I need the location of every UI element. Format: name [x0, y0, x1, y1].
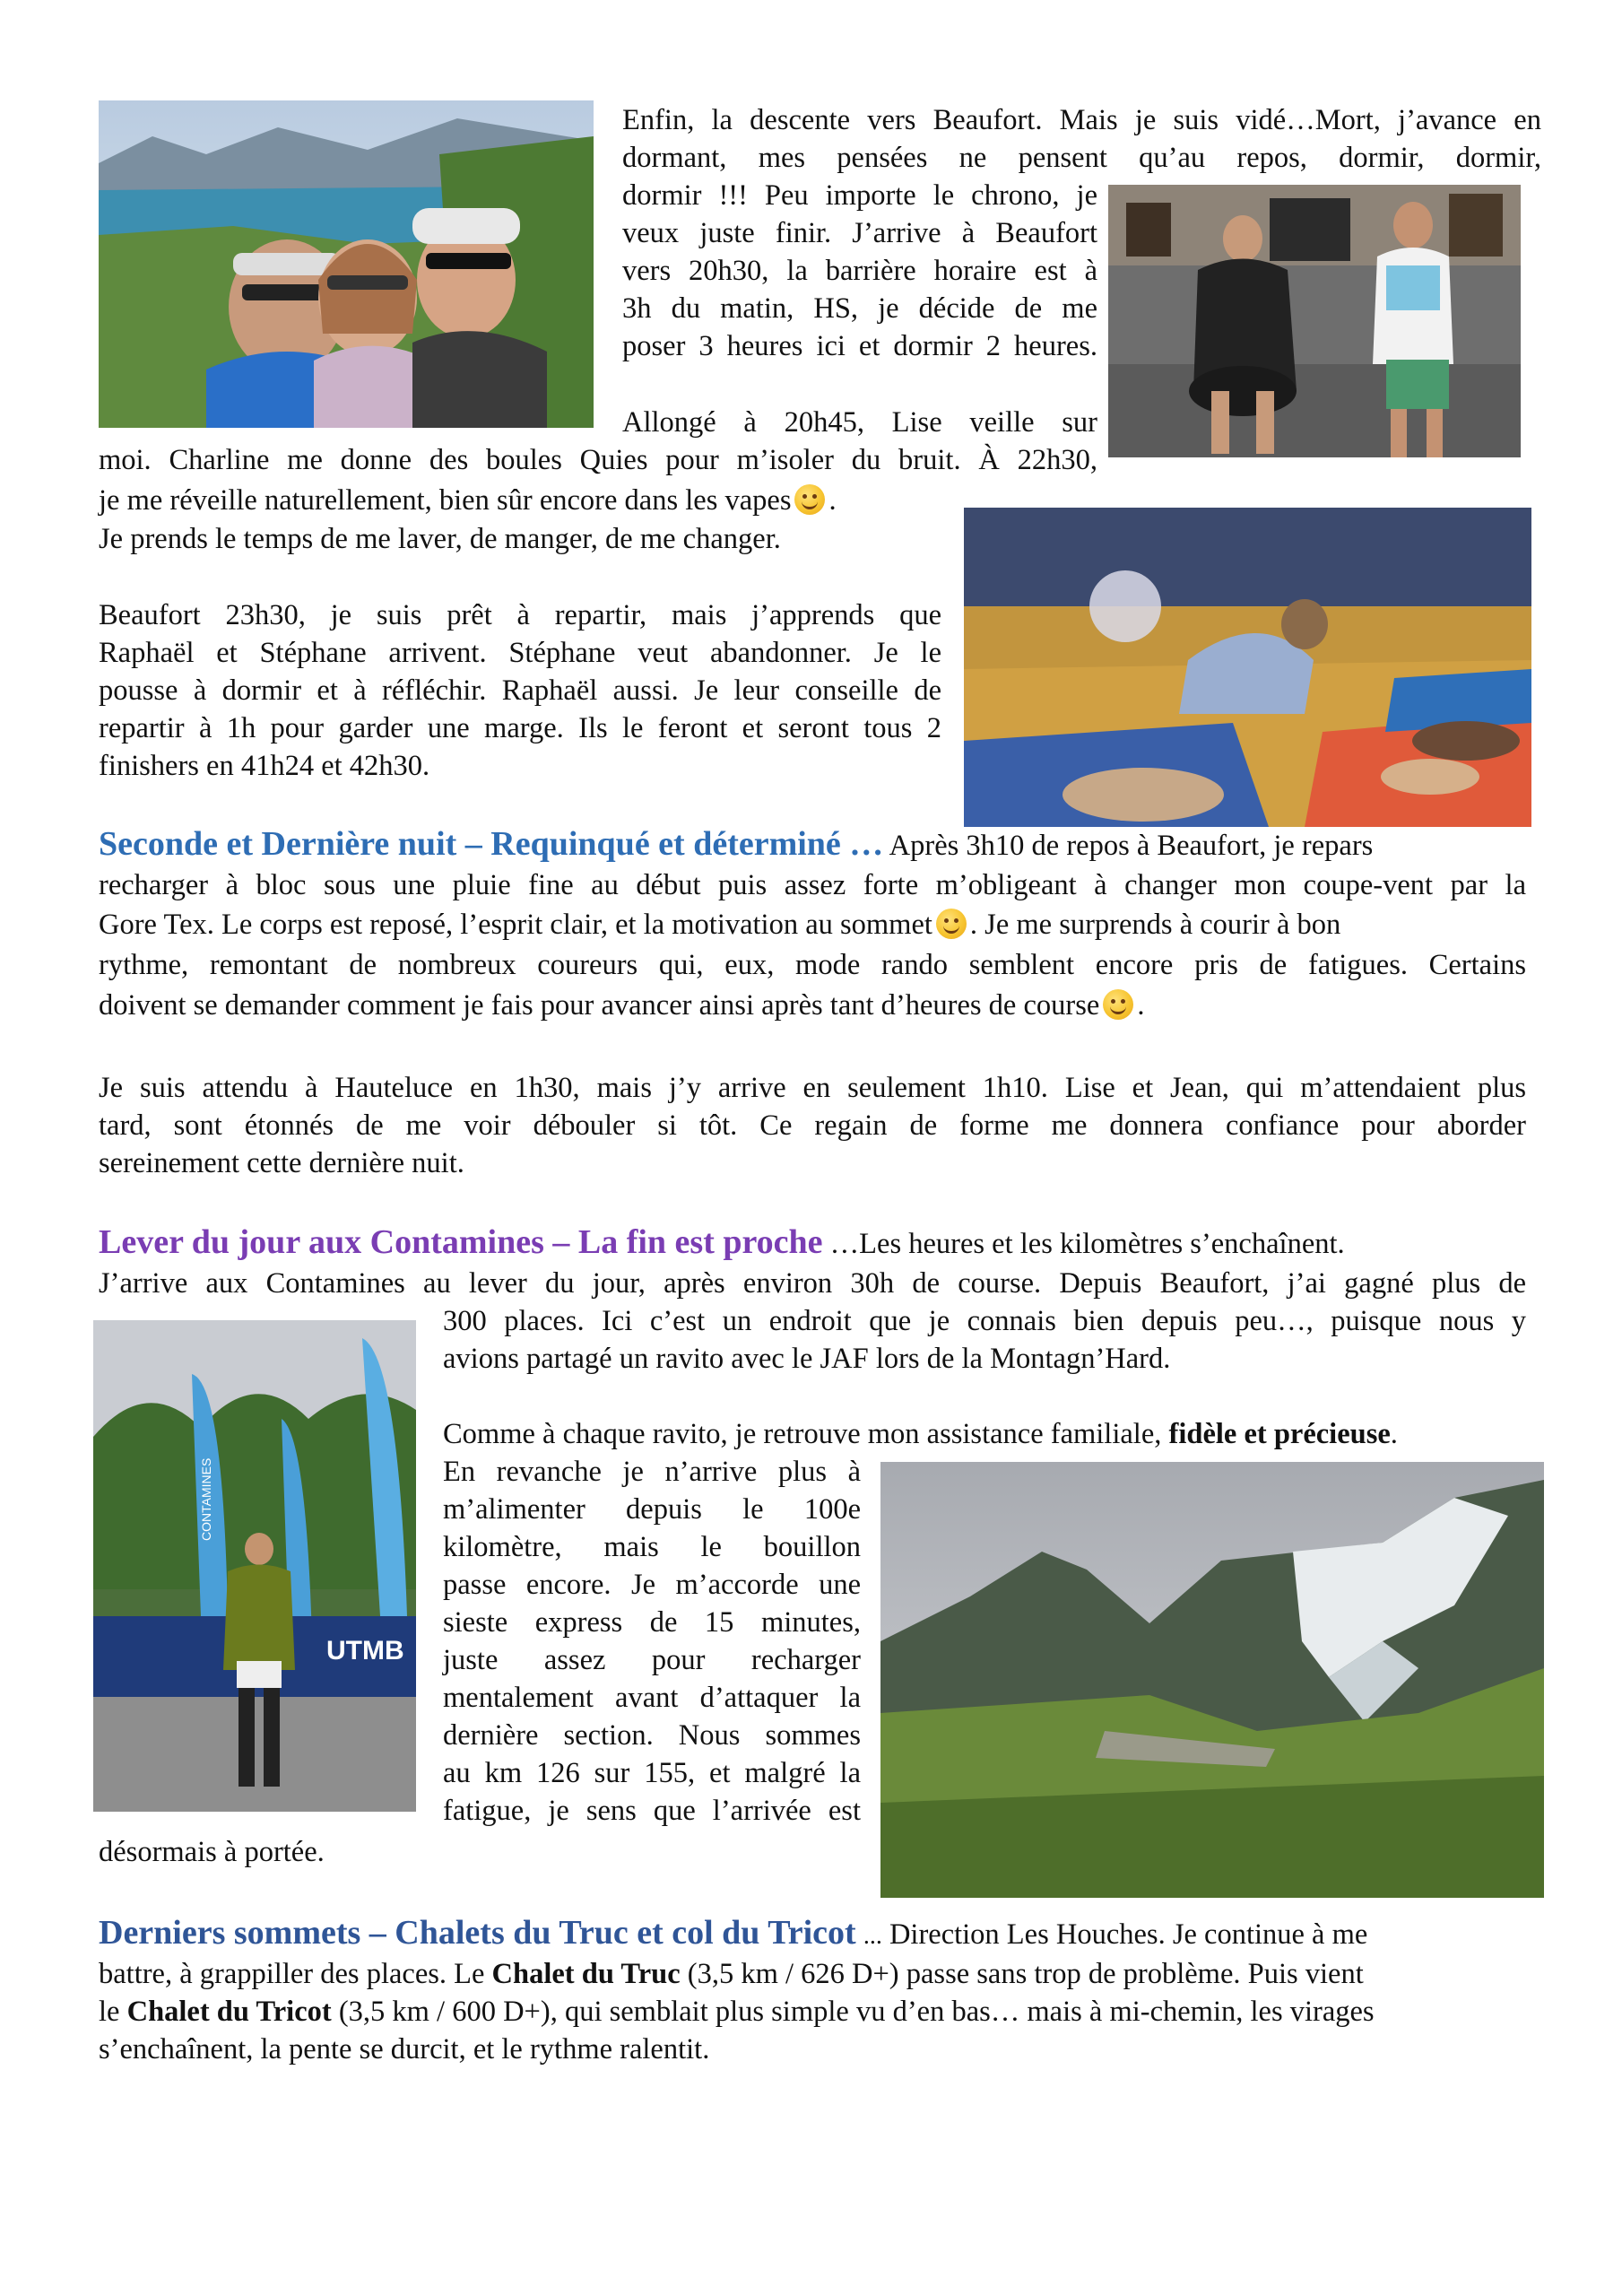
section1-line4: rythme, remontant de nombreux coureurs qui, eux, mode rando semblent encore pris de fatigues. Certains [99, 949, 1526, 981]
beaufort-arrival-photo [1108, 185, 1521, 457]
para7-line1: Comme à chaque ravito, je retrouve mon assistance familiale, fidèle et précieuse. [443, 1418, 1398, 1450]
para5-line2: tard, sont étonnés de me voir débouler si tôt. Ce regain de forme me donnera confiance pour aborder [99, 1109, 1526, 1142]
section1-line5: doivent se demander comment je fais pour avancer ainsi après tant d’heures de course . [99, 989, 1145, 1022]
gym-rest-photo [964, 508, 1531, 827]
section1-heading: Seconde et Dernière nuit – Requinqué et déterminé … [99, 825, 884, 863]
section3-line2: battre, à grappiller des places. Le Chalet du Truc (3,5 km / 626 D+) passe sans trop de problème. Puis vient [99, 1958, 1364, 1990]
para1-line2: dormant, mes pensées ne pensent qu’au repos, dormir, dormir, [622, 142, 1541, 174]
para3-line2: Raphaël et Stéphane arrivent. Stéphane veut abandonner. Je le [99, 637, 941, 669]
para1-line6: 3h du matin, HS, je décide de me [622, 292, 1097, 325]
para3-line3: pousse à dormir et à réfléchir. Raphaël aussi. Je leur conseille de [99, 674, 941, 707]
winking-face-icon [936, 909, 967, 939]
para3-line5: finishers en 41h24 et 42h30. [99, 750, 430, 782]
para7-line3: m’alimenter depuis le 100e [443, 1493, 861, 1526]
selfie-lake-photo [99, 100, 594, 428]
para7-line5: passe encore. Je m’accorde une [443, 1569, 861, 1601]
utmb-banner-text: UTMB [326, 1636, 404, 1665]
section2-line2: J’arrive aux Contamines au lever du jour, après environ 30h de course. Depuis Beaufort, j’ai gagné plus de [99, 1267, 1526, 1300]
para5-line3: sereinement cette dernière nuit. [99, 1147, 464, 1179]
section2-heading: Lever du jour aux Contamines – La fin est proche [99, 1223, 823, 1261]
smiling-face-icon-2 [1103, 989, 1133, 1020]
contamines-banner-text: CONTAMINES [199, 1457, 213, 1542]
para7-line4: kilomètre, mais le bouillon [443, 1531, 861, 1563]
para7-line6: sieste express de 15 minutes, [443, 1606, 861, 1639]
glacier-landscape-photo [880, 1462, 1544, 1898]
para1-line5: vers 20h30, la barrière horaire est à [622, 255, 1097, 287]
para1-line4: veux juste finir. J’arrive à Beaufort [622, 217, 1097, 249]
para7-line2: En revanche je n’arrive plus à [443, 1456, 861, 1488]
para7-line12: désormais à portée. [99, 1836, 325, 1868]
para5-line1: Je suis attendu à Hauteluce en 1h30, mais j’y arrive en seulement 1h10. Lise et Jean, qui m’attendaient plus [99, 1072, 1526, 1104]
section3-line3: le Chalet du Tricot (3,5 km / 600 D+), qui semblait plus simple vu d’en bas… mais à mi-chemin, les virages [99, 1996, 1375, 2028]
section2-line1: Lever du jour aux Contamines – La fin est proche …Les heures et les kilomètres s’enchaînent. [99, 1223, 1345, 1261]
section2-line4: avions partagé un ravito avec le JAF lors de la Montagn’Hard. [443, 1343, 1171, 1375]
section1-line3: Gore Tex. Le corps est reposé, l’esprit clair, et la motivation au sommet . Je me surprends à courir à bon [99, 909, 1341, 941]
section3-line4: s’enchaînent, la pente se durcit, et le rythme ralentit. [99, 2033, 710, 2066]
para7-line8: mentalement avant d’attaquer la [443, 1682, 861, 1714]
para1-line1: Enfin, la descente vers Beaufort. Mais je suis vidé…Mort, j’avance en [622, 104, 1541, 136]
contamines-runner-photo [93, 1320, 416, 1812]
para1-line3: dormir !!! Peu importe le chrono, je [622, 179, 1097, 212]
para7-line9: dernière section. Nous sommes [443, 1719, 861, 1752]
para2-line3: je me réveille naturellement, bien sûr encore dans les vapes . [99, 484, 837, 517]
section3-heading: Derniers sommets – Chalets du Truc et col du Tricot [99, 1914, 856, 1952]
section1-line1: Seconde et Dernière nuit – Requinqué et déterminé … Après 3h10 de repos à Beaufort, je repars [99, 825, 1374, 863]
para7-line7: juste assez pour recharger [443, 1644, 861, 1676]
para2-line4: Je prends le temps de me laver, de manger, de me changer. [99, 523, 781, 555]
para7-line11: fatigue, je sens que l’arrivée est [443, 1795, 861, 1827]
para3-line4: repartir à 1h pour garder une marge. Ils le feront et seront tous 2 [99, 712, 941, 744]
section1-line2: recharger à bloc sous une pluie fine au début puis assez forte m’obligeant à changer mon coupe-vent par la [99, 869, 1526, 901]
para7-line10: au km 126 sur 155, et malgré la [443, 1757, 861, 1789]
smiling-face-icon [794, 484, 825, 515]
para1-line7: poser 3 heures ici et dormir 2 heures. [622, 330, 1097, 362]
section2-line3: 300 places. Ici c’est un endroit que je connais bien depuis peu…, puisque nous y [443, 1305, 1526, 1337]
para2-line1: Allongé à 20h45, Lise veille sur [622, 406, 1097, 439]
para2-line2: moi. Charline me donne des boules Quies pour m’isoler du bruit. À 22h30, [99, 444, 1097, 476]
section3-line1: Derniers sommets – Chalets du Truc et col du Tricot ... Direction Les Houches. Je continue à me [99, 1914, 1368, 1952]
para3-line1: Beaufort 23h30, je suis prêt à repartir, mais j’apprends que [99, 599, 941, 631]
